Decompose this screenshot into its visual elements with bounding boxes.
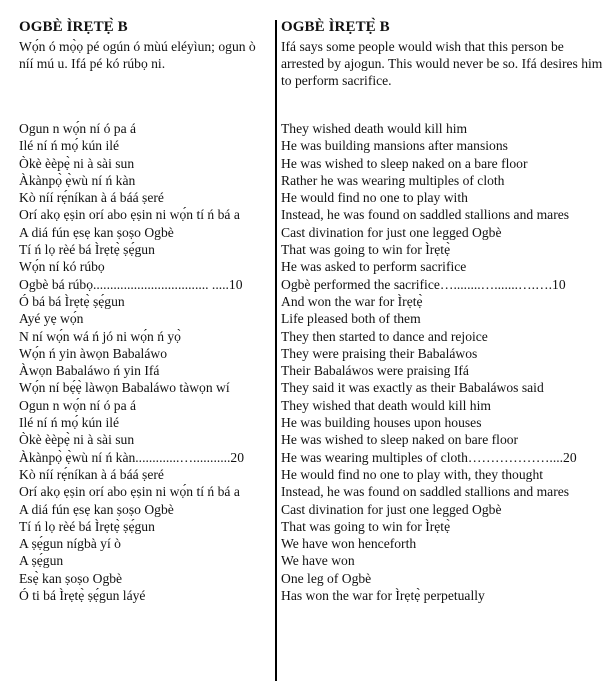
verse-line: Instead, he was found on saddled stallions and mares	[281, 484, 570, 500]
english-verse-list	[281, 120, 577, 604]
verse-line: He would find no one to play with	[281, 190, 468, 206]
verse-line: Ogbè performed the sacrifice…........….......….….10	[281, 276, 566, 292]
verse-line: One leg of Ogbè	[281, 570, 372, 586]
verse-line: A ṣẹ́gun nígbà yí ò	[19, 536, 121, 552]
verse-line: Tí ń lọ rèé bá Ìrẹtẹ̀ ṣẹ́gun	[19, 518, 155, 534]
verse-line: Òkè èèpẹ̀ ni à sài sun	[19, 155, 135, 171]
verse-line: That was going to win for Ìrẹtẹ̀	[281, 242, 451, 258]
yoruba-intro: Wọ́n ó mọ̀ọ pé ogún ó mùú eléyìun; ogun ò níí mú u. Ifá pé kó rúbọ ni.	[19, 39, 256, 71]
verse-line: Cast divination for just one legged Ogbè	[281, 501, 502, 517]
english-title: OGBÈ ÌRẸTẸ̀ B	[281, 19, 390, 35]
verse-line: Ó ti bá Ìrẹtẹ̀ ṣẹ́gun láyé	[19, 588, 146, 604]
verse-line: N ní wọ́n wá ń jó ni wọ́n ń yọ̀	[19, 328, 181, 344]
verse-line: And won the war for Ìrẹtẹ̀	[281, 293, 423, 309]
verse-line: Tí ń lọ rèé bá Ìrẹtẹ̀ ṣẹ́gun	[19, 242, 155, 258]
verse-line: Esẹ̀ kan ṣoṣo Ogbè	[19, 570, 123, 586]
verse-line: He was building houses upon houses	[281, 415, 482, 431]
verse-line: We have won henceforth	[281, 536, 417, 552]
verse-line: Ilé ní ń mọ́ kún ilé	[19, 415, 120, 431]
verse-line: He was wished to sleep naked on a bare floor	[281, 155, 528, 171]
verse-line: Ogbè bá rúbọ.................................. .....10	[19, 276, 243, 292]
column-divider	[275, 20, 277, 681]
verse-line: They wished that death would kill him	[281, 397, 491, 413]
verse-line: Òkè èèpẹ̀ ni à sài sun	[19, 432, 135, 448]
verse-line: Wọ́n ní bẹ́ẹ̀ làwọn Babaláwo tàwọn wí	[19, 380, 230, 396]
verse-line: Àwọn Babaláwo ń yin Ifá	[19, 363, 160, 379]
verse-line: He was asked to perform sacrifice	[281, 259, 467, 275]
verse-line: Cast divination for just one legged Ogbè	[281, 224, 502, 240]
verse-line: He was wished to sleep naked on bare floor	[281, 432, 519, 448]
verse-line: Ogun n wọ́n ní ó pa á	[19, 397, 137, 413]
verse-line: A diá fún ẹsẹ kan ṣoṣo Ogbè	[19, 224, 174, 240]
verse-line: Àkànpọ̀ ẹ̀wù ní ń kàn	[19, 172, 136, 188]
verse-line: He would find no one to play with, they thought	[281, 466, 544, 482]
verse-line: Ogun n wọ́n ní ó pa á	[19, 121, 137, 136]
verse-line: They wished death would kill him	[281, 121, 468, 136]
verse-line: Rather he was wearing multiples of cloth	[281, 172, 505, 188]
verse-line: Wọ́n ní kó rúbọ	[19, 259, 105, 275]
verse-line: Ayé yẹ wọ́n	[19, 311, 84, 327]
verse-line: He was building mansions after mansions	[281, 138, 508, 154]
verse-line: Has won the war for Ìrẹtẹ̀ perpetually	[281, 588, 485, 604]
verse-line: They were praising their Babaláwos	[281, 345, 478, 361]
verse-line: Orí akọ ẹṣin orí abo ẹṣin ni wọ́n tí ń bá a	[19, 484, 240, 500]
verse-line: Ó bá bá Ìrẹtẹ̀ ṣẹ́gun	[19, 293, 125, 309]
verse-line: They then started to dance and rejoice	[281, 328, 488, 344]
verse-line: Wọ́n ń yin àwọn Babaláwo	[19, 345, 167, 361]
verse-line: He was wearing multiples of cloth………………....20	[281, 449, 577, 465]
yoruba-verse-list	[19, 120, 244, 604]
verse-line: Orí akọ ẹṣin orí abo ẹṣin ni wọ́n tí ń bá a	[19, 207, 240, 223]
verse-line: We have won	[281, 553, 355, 569]
verse-line: Àkànpọ̀ ẹ̀wù ní ń kàn.............…...........20	[19, 449, 245, 465]
english-intro: Ifá says some people would wish that this person be arrested by ajogun. This would never be so. Ifá desires him to perform sacrifice.	[281, 39, 603, 88]
verse-line: Instead, he was found on saddled stallions and mares	[281, 207, 570, 223]
verse-line: A ṣẹ́gun	[19, 553, 64, 569]
verse-line: Ilé ní ń mọ́ kún ilé	[19, 138, 120, 154]
yoruba-title: OGBÈ ÌRẸTẸ̀ B	[19, 19, 128, 35]
verse-line: They said it was exactly as their Babaláwos said	[281, 380, 544, 396]
verse-line: Their Babaláwos were praising Ifá	[281, 363, 469, 379]
verse-line: Kò níí rẹ́níkan à á báá ṣeré	[19, 466, 164, 482]
verse-line: That was going to win for Ìrẹtẹ̀	[281, 518, 451, 534]
verse-line: Life pleased both of them	[281, 311, 421, 327]
verse-line: A diá fún ẹsẹ kan ṣoṣo Ogbè	[19, 501, 174, 517]
verse-line: Kò níí rẹ́níkan à á báá ṣeré	[19, 190, 164, 206]
